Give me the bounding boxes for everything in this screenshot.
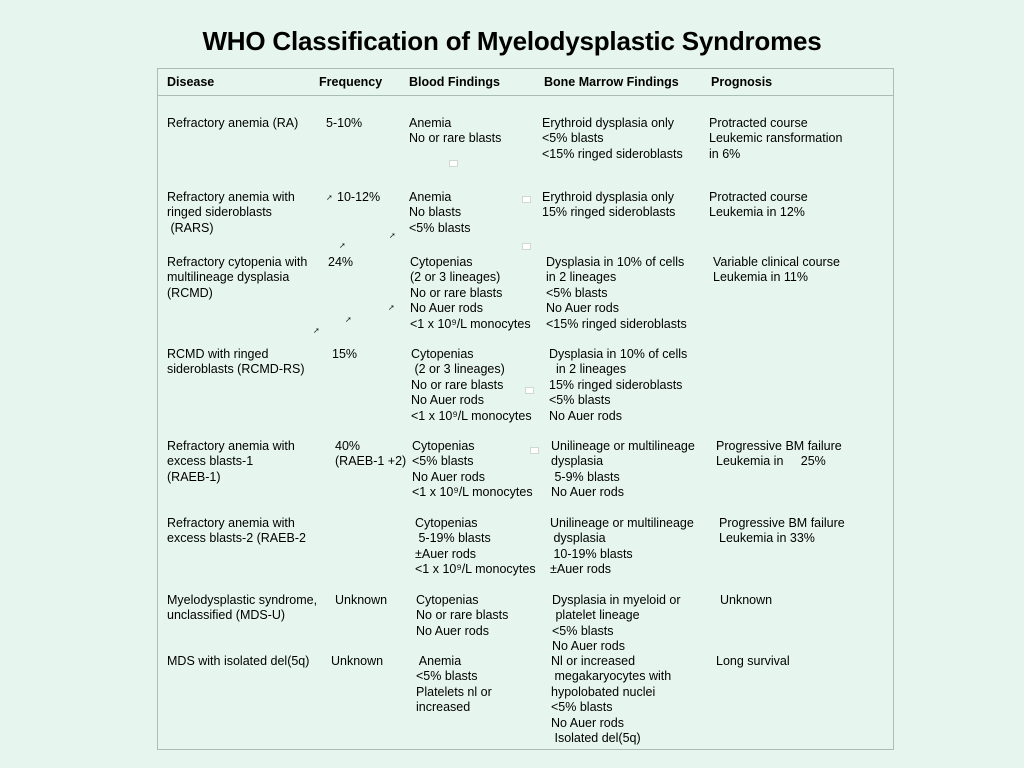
cell-line: ±Auer rods <box>550 562 612 577</box>
cursor-icon: ➚ <box>388 303 395 312</box>
cell-line: No Auer rods <box>551 715 624 730</box>
cell-line: dysplasia <box>551 454 604 469</box>
cell-line: 10-12% <box>337 190 381 204</box>
cell-line: Erythroid dysplasia only <box>542 190 675 204</box>
cell-line: (RAEB-1) <box>167 469 221 484</box>
cell-line: No Auer rods <box>412 469 485 484</box>
blood-findings-cell <box>409 190 471 236</box>
cursor-icon: ➚ <box>326 193 333 202</box>
cell-line: platelet lineage <box>552 608 640 623</box>
cell-line: 15% <box>332 347 358 361</box>
header-prognosis: Prognosis <box>711 75 773 89</box>
cell-line: Nl or increased <box>551 654 636 668</box>
frequency-cell <box>326 116 362 131</box>
cell-line: Cytopenias <box>416 593 479 607</box>
cell-line: <5% blasts <box>412 454 474 469</box>
cell-line: Variable clinical course <box>713 255 840 269</box>
cell-line: Dysplasia in 10% of cells <box>549 347 688 361</box>
prognosis-cell <box>716 439 842 470</box>
cell-line: excess blasts-1 <box>167 454 254 469</box>
cursor-icon: ➚ <box>339 241 346 250</box>
frequency-cell <box>337 190 380 205</box>
cell-line: Refractory anemia with <box>167 516 295 530</box>
blood-findings-cell <box>409 116 501 147</box>
frequency-cell <box>332 347 357 362</box>
blood-findings-cell <box>412 439 533 501</box>
cell-line: (RAEB-1 +2) <box>335 454 407 469</box>
cell-line: Unilineage or multilineage <box>551 439 695 453</box>
frequency-cell <box>335 439 406 470</box>
cell-line: in 2 lineages <box>546 270 617 285</box>
cell-line: 15% ringed sideroblasts <box>549 377 683 392</box>
cell-line: Protracted course <box>709 116 808 130</box>
disease-cell <box>167 654 309 669</box>
bone-marrow-findings-cell <box>546 255 687 332</box>
cell-line: megakaryocytes with <box>551 669 672 684</box>
artifact-mark <box>449 160 458 167</box>
cell-line: MDS with isolated del(5q) <box>167 654 310 668</box>
bone-marrow-findings-cell <box>550 516 694 578</box>
cell-line: Isolated del(5q) <box>551 731 641 746</box>
cell-line: sideroblasts (RCMD-RS) <box>167 362 305 377</box>
cell-line: Protracted course <box>709 190 808 204</box>
cell-line: Unknown <box>335 593 388 607</box>
disease-cell <box>167 593 317 624</box>
cell-line: RCMD with ringed <box>167 347 269 361</box>
cell-line: Cytopenias <box>411 347 474 361</box>
cell-line: <1 x 10⁹/L monocytes <box>412 485 533 500</box>
cell-line: Dysplasia in myeloid or <box>552 593 681 607</box>
prognosis-cell <box>719 516 845 547</box>
cell-line: Platelets nl or <box>416 684 492 699</box>
cell-line: No Auer rods <box>411 393 484 408</box>
cell-line: <15% ringed sideroblasts <box>546 316 687 331</box>
blood-findings-cell <box>416 654 492 716</box>
cell-line: Leukemia in 12% <box>709 205 805 220</box>
cell-line: No or rare blasts <box>416 608 509 623</box>
cell-line: 5-10% <box>326 116 363 130</box>
bone-marrow-findings-cell <box>542 190 675 221</box>
cell-line: <15% ringed sideroblasts <box>542 146 683 161</box>
cell-line: Myelodysplastic syndrome, <box>167 593 318 607</box>
cell-line: Unknown <box>720 593 773 607</box>
cell-line: in 2 lineages <box>549 362 627 377</box>
cell-line: Long survival <box>716 654 790 668</box>
cell-line: Cytopenias <box>415 516 478 530</box>
cell-line: unclassified (MDS-U) <box>167 608 286 623</box>
cell-line: Unknown <box>331 654 384 668</box>
cell-line: <5% blasts <box>546 285 608 300</box>
cell-line: Cytopenias <box>410 255 473 269</box>
disease-cell <box>167 255 307 301</box>
cell-line: Progressive BM failure <box>719 516 845 530</box>
cell-line: No blasts <box>409 205 462 220</box>
artifact-mark <box>525 387 534 394</box>
header-bone-marrow-findings: Bone Marrow Findings <box>544 75 679 89</box>
bone-marrow-findings-cell <box>549 347 687 424</box>
cell-line: <1 x 10⁹/L monocytes <box>410 316 531 331</box>
prognosis-cell <box>716 654 790 669</box>
cell-line: <5% blasts <box>551 700 613 715</box>
prognosis-cell <box>709 190 808 221</box>
cell-line: ringed sideroblasts <box>167 205 272 220</box>
disease-cell <box>167 116 298 131</box>
cell-line: No Auer rods <box>410 301 483 316</box>
cell-line: Anemia <box>409 190 452 204</box>
cell-line: No Auer rods <box>551 485 624 500</box>
blood-findings-cell <box>415 516 536 578</box>
cell-line: hypolobated nuclei <box>551 684 656 699</box>
disease-cell <box>167 190 295 236</box>
bone-marrow-findings-cell <box>542 116 683 162</box>
bone-marrow-findings-cell <box>552 593 681 655</box>
artifact-mark <box>530 447 539 454</box>
cell-line: No Auer rods <box>416 623 489 638</box>
cell-line: <1 x 10⁹/L monocytes <box>411 408 532 423</box>
cell-line: Refractory anemia with <box>167 439 295 453</box>
cursor-icon: ➚ <box>389 231 396 240</box>
cell-line: No Auer rods <box>552 639 625 654</box>
cell-line: No or rare blasts <box>409 131 502 146</box>
cell-line: <5% blasts <box>542 131 604 146</box>
cell-line: (2 or 3 lineages) <box>411 362 505 377</box>
blood-findings-cell <box>416 593 508 639</box>
cell-line: Unilineage or multilineage <box>550 516 694 530</box>
bone-marrow-findings-cell <box>551 654 671 746</box>
cell-line: excess blasts-2 (RAEB-2 <box>167 531 306 546</box>
disease-cell <box>167 347 305 378</box>
cell-line: Refractory anemia with <box>167 190 295 204</box>
prognosis-cell <box>720 593 772 608</box>
cell-line: 40% <box>335 439 361 453</box>
disease-cell <box>167 439 295 485</box>
cell-line: 5-19% blasts <box>415 531 491 546</box>
cell-line: 5-9% blasts <box>551 469 620 484</box>
cell-line: ±Auer rods <box>415 546 477 561</box>
cell-line: (RCMD) <box>167 285 213 300</box>
artifact-mark <box>522 243 531 250</box>
cell-line: dysplasia <box>550 531 606 546</box>
cell-line: Leukemia in 11% <box>713 270 808 285</box>
cell-line: <5% blasts <box>416 669 478 684</box>
cell-line: No or rare blasts <box>411 377 504 392</box>
cell-line: <5% blasts <box>549 393 611 408</box>
prognosis-cell <box>713 255 840 286</box>
cursor-icon: ➚ <box>313 326 320 335</box>
cell-line: (2 or 3 lineages) <box>410 270 501 285</box>
cell-line: Progressive BM failure <box>716 439 842 453</box>
cell-line: No or rare blasts <box>410 285 503 300</box>
cell-line: Cytopenias <box>412 439 475 453</box>
disease-cell <box>167 516 306 547</box>
header-divider <box>157 95 894 96</box>
frequency-cell <box>331 654 383 669</box>
cell-line: No Auer rods <box>549 408 622 423</box>
cell-line: Anemia <box>409 116 452 130</box>
page-title: WHO Classification of Myelodysplastic Syndromes <box>202 26 822 56</box>
cell-line: <5% blasts <box>552 623 614 638</box>
cell-line: Anemia <box>416 654 462 668</box>
frequency-cell <box>335 593 387 608</box>
cursor-icon: ➚ <box>345 315 352 324</box>
cell-line: Refractory cytopenia with <box>167 255 308 269</box>
cell-line: No Auer rods <box>546 301 619 316</box>
cell-line: Leukemia in 25% <box>716 454 826 469</box>
cell-line: 10-19% blasts <box>550 546 633 561</box>
prognosis-cell <box>709 116 842 162</box>
cell-line: 15% ringed sideroblasts <box>542 205 676 220</box>
cell-line: (RARS) <box>167 220 214 235</box>
frequency-cell <box>328 255 353 270</box>
artifact-mark <box>522 196 531 203</box>
blood-findings-cell <box>410 255 531 332</box>
cell-line: <5% blasts <box>409 220 471 235</box>
header-disease: Disease <box>167 75 215 89</box>
cell-line: Leukemia in 33% <box>719 531 815 546</box>
cell-line: in 6% <box>709 146 741 161</box>
cell-line: multilineage dysplasia <box>167 270 290 285</box>
header-blood-findings: Blood Findings <box>409 75 500 89</box>
blood-findings-cell <box>411 347 532 424</box>
cell-line: <1 x 10⁹/L monocytes <box>415 562 536 577</box>
cell-line: Erythroid dysplasia only <box>542 116 675 130</box>
cell-line: Refractory anemia (RA) <box>167 116 299 130</box>
cell-line: Leukemic ransformation <box>709 131 843 146</box>
cell-line: Dysplasia in 10% of cells <box>546 255 685 269</box>
header-frequency: Frequency <box>319 75 383 89</box>
cell-line: increased <box>416 700 471 715</box>
bone-marrow-findings-cell <box>551 439 695 501</box>
cell-line: 24% <box>328 255 354 269</box>
